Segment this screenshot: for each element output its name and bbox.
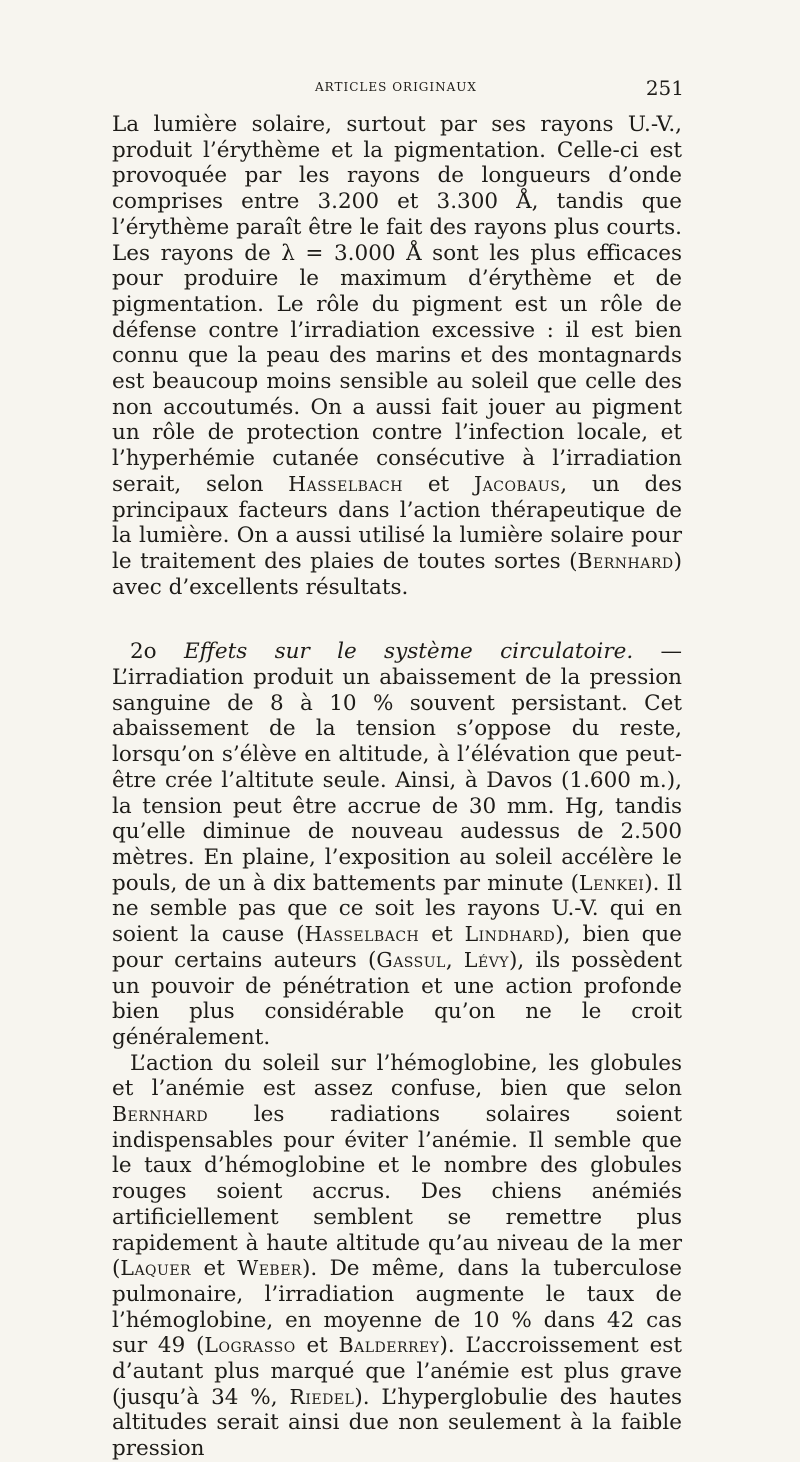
author-name: Bernhard [577, 548, 674, 573]
paragraph-skin-effects: La lumière solaire, surtout par ses rayons U.-V., produit l’érythème et la pigmentation. Celle-ci est provoquée par les rayons de longueurs d’onde comprises entre 3.200 et 3.300 Å, tandis que l’érythème paraît être le fait des rayons plus courts. Les rayons de λ = 3.000 Å sont les plus efficaces pour produire le maximum d’érythème et de pigmentation. Le rôle du pigment est un rôle de défense contre l’irradiation excessive : il est bien connu que la peau des marins et des montagnards est beaucoup moins sensible au soleil que celle des non accoutumés. On a aussi fait jouer au pigment un rôle de protection contre l’infection locale, et l’hyperhémie cutanée consécutive à l’irradiation serait, selon Hasselbach et Jacobaus, un des principaux facteurs dans l’action thérapeutique de la lumière. On a aussi utilisé la lumière solaire pour le traitement des plaies de toutes sortes (Bernhard) avec d’excellents résultats. [112, 112, 683, 600]
author-name: Lévy [463, 947, 510, 972]
author-name: Jacobaus [474, 471, 561, 496]
author-name: Lindhard [464, 922, 556, 947]
author-name: Riedel [289, 1384, 355, 1409]
author-name: Laquer [120, 1256, 192, 1281]
running-head: ARTICLES ORIGINAUX [315, 80, 477, 94]
author-name: Bernhard [112, 1102, 209, 1127]
section-number: 2o [130, 639, 184, 665]
author-name: Lenkei [579, 870, 645, 895]
paragraph-circulatory-effects: 2o Effets sur le système circulatoire. — L’irradiation produit un abaissement de la pression sanguine de 8 à 10 % souvent persistant. Cet abaissement de la tension s’oppose du reste, lorsqu’on s’élève en altitude, à l’élévation que peut-être crée l’altitute seule. Ainsi, à Davos (1.600 m.), la tension peut être accrue de 30 mm. Hg, tandis qu’elle diminue de nouveau audessus de 2.500 mètres. En plaine, l’exposition au soleil accélère le pouls, de un à dix battements par minute (Lenkei). Il ne semble pas que ce soit les rayons U.-V. qui en soient la cause (Hasselbach et Lindhard), bien que pour certains auteurs (Gassul, Lévy), ils possèdent un pouvoir de pénétration et une action profonde bien plus considérable qu’on ne le croit généralement. [112, 639, 683, 1050]
author-name: Weber [237, 1256, 302, 1281]
page-number: 251 [645, 76, 684, 100]
author-name: Hasselbach [288, 471, 403, 496]
section-title: Effets sur le système circulatoire. [183, 639, 634, 665]
paragraph-hemoglobin: L’action du soleil sur l’hémoglobine, les globules et l’anémie est assez confuse, bien que selon Bernhard les radiations solaires soient indispensables pour éviter l’anémie. Il semble que le taux d’hémoglobine et le nombre des globules rouges soient accrus. Des chiens anémiés artificiellement semblent se remettre plus rapidement à haute altitude qu’au niveau de la mer (Laquer et Weber). De même, dans la tuberculose pulmonaire, l’irradiation augmente le taux de l’hémoglobine, en moyenne de 10 % dans 42 cas sur 49 (Lograsso et Balderrey). L’accroissement est d’autant plus marqué que l’anémie est plus grave (jusqu’à 34 %, Riedel). L’hyperglobulie des hautes altitudes serait ainsi due non seulement à la faible pression [112, 1050, 682, 1462]
body-text [112, 112, 682, 1462]
author-name: Lograsso [204, 1333, 296, 1358]
page-header [108, 78, 684, 102]
author-name: Hasselbach [304, 922, 420, 947]
author-name: Gassul [376, 947, 446, 972]
author-name: Balderrey [338, 1333, 440, 1358]
